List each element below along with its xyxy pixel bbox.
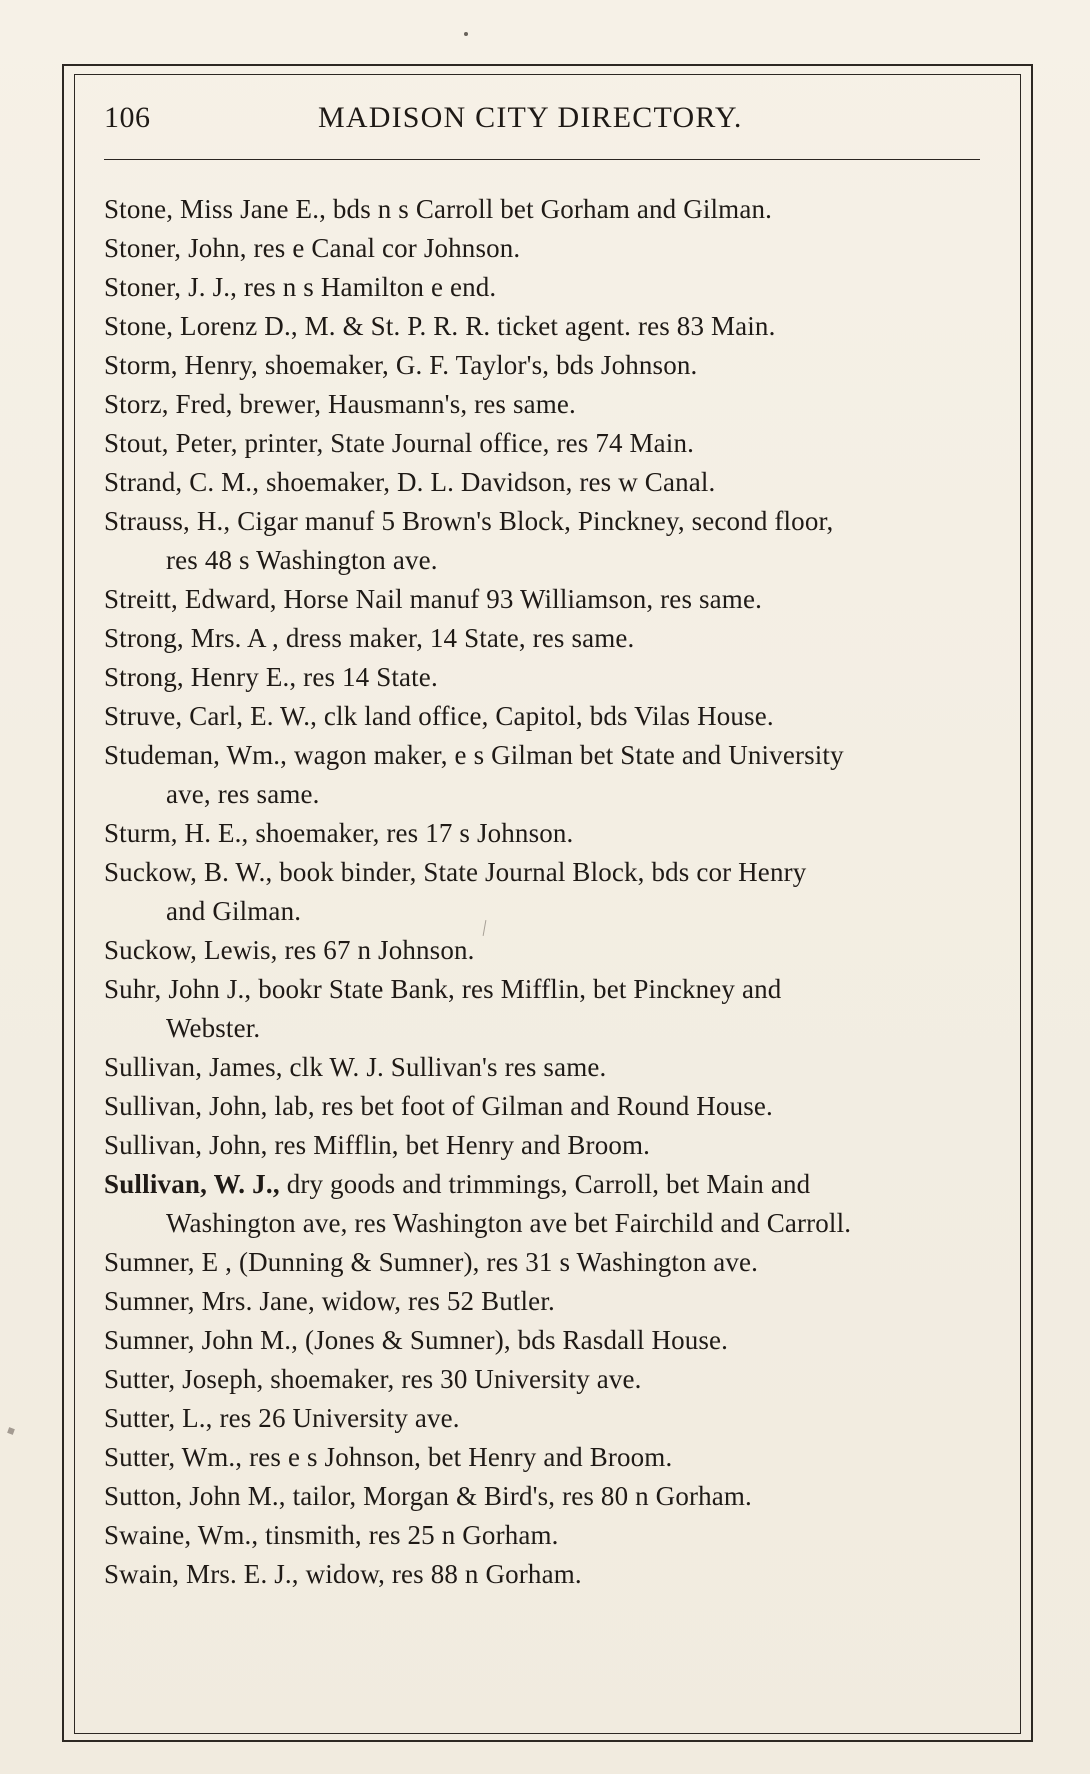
directory-entry: [104, 814, 984, 853]
entry-text: Sullivan, John, lab, res bet foot of Gilman and Round House.: [104, 1091, 773, 1121]
directory-entry: [104, 268, 984, 307]
running-title: MADISON CITY DIRECTORY.: [318, 101, 743, 134]
entry-text: Storz, Fred, brewer, Hausmann's, res same.: [104, 389, 576, 419]
entry-text: dry goods and trimmings, Carroll, bet Main and: [279, 1169, 811, 1199]
directory-entry: [104, 697, 984, 736]
directory-entry: [104, 853, 984, 931]
directory-entry: [104, 1399, 984, 1438]
entry-text: Sutter, L., res 26 University ave.: [104, 1403, 460, 1433]
directory-entries: [104, 190, 984, 1594]
entry-text: Sumner, John M., (Jones & Sumner), bds Rasdall House.: [104, 1325, 729, 1355]
print-mark: [464, 32, 468, 36]
entry-text: Stoner, John, res e Canal cor Johnson.: [104, 233, 521, 263]
entry-text: Storm, Henry, shoemaker, G. F. Taylor's, bds Johnson.: [104, 350, 698, 380]
page-mark: [7, 1427, 15, 1435]
page-header: [104, 97, 980, 149]
directory-entry: [104, 424, 984, 463]
entry-text: Swain, Mrs. E. J., widow, res 88 n Gorham.: [104, 1559, 582, 1589]
entry-text: Stone, Miss Jane E., bds n s Carroll bet Gorham and Gilman.: [104, 194, 773, 224]
entry-text: Stoner, J. J., res n s Hamilton e end.: [104, 272, 497, 302]
directory-entry: [104, 1438, 984, 1477]
entry-text: Sturm, H. E., shoemaker, res 17 s Johnson.: [104, 818, 574, 848]
entry-text: Sumner, Mrs. Jane, widow, res 52 Butler.: [104, 1286, 555, 1316]
entry-continuation: Washington ave, res Washington ave bet Fairchild and Carroll.: [166, 1208, 852, 1238]
directory-entry: [104, 190, 984, 229]
directory-entry: [104, 1516, 984, 1555]
entry-text: Strand, C. M., shoemaker, D. L. Davidson, res w Canal.: [104, 467, 716, 497]
directory-entry: [104, 1321, 984, 1360]
entry-text: Sumner, E , (Dunning & Sumner), res 31 s Washington ave.: [104, 1247, 759, 1277]
directory-entry: [104, 1555, 984, 1594]
directory-entry: [104, 970, 984, 1048]
directory-entry: [104, 1126, 984, 1165]
entry-text: Suhr, John J., bookr State Bank, res Mifflin, bet Pinckney and: [104, 974, 782, 1004]
directory-entry: [104, 1282, 984, 1321]
directory-entry: [104, 385, 984, 424]
directory-entry: [104, 1087, 984, 1126]
directory-entry: [104, 1048, 984, 1087]
entry-continuation: res 48 s Washington ave.: [166, 545, 438, 575]
directory-entry: [104, 502, 984, 580]
directory-entry: [104, 346, 984, 385]
directory-entry: [104, 229, 984, 268]
entry-text: Sutton, John M., tailor, Morgan & Bird's, res 80 n Gorham.: [104, 1481, 752, 1511]
entry-text: Suckow, Lewis, res 67 n Johnson.: [104, 935, 475, 965]
directory-entry: [104, 931, 984, 970]
entry-continuation: Webster.: [166, 1013, 261, 1043]
entry-text: Strong, Mrs. A , dress maker, 14 State, res same.: [104, 623, 635, 653]
directory-entry: [104, 307, 984, 346]
entry-text: Struve, Carl, E. W., clk land office, Capitol, bds Vilas House.: [104, 701, 774, 731]
directory-entry: [104, 1243, 984, 1282]
directory-entry: [104, 1360, 984, 1399]
directory-entry: [104, 1477, 984, 1516]
entry-bold-name: Sullivan, W. J.,: [104, 1169, 280, 1199]
entry-text: Stout, Peter, printer, State Journal office, res 74 Main.: [104, 428, 695, 458]
entry-text: Suckow, B. W., book binder, State Journal Block, bds cor Henry: [104, 857, 807, 887]
directory-entry: [104, 619, 984, 658]
entry-text: Sullivan, John, res Mifflin, bet Henry and Broom.: [104, 1130, 651, 1160]
directory-entry: [104, 1165, 984, 1243]
header-rule: [104, 159, 980, 160]
entry-text: Studeman, Wm., wagon maker, e s Gilman bet State and University: [104, 740, 844, 770]
directory-entry: [104, 463, 984, 502]
entry-text: Sutter, Wm., res e s Johnson, bet Henry and Broom.: [104, 1442, 673, 1472]
entry-text: Sutter, Joseph, shoemaker, res 30 University ave.: [104, 1364, 642, 1394]
entry-text: Swaine, Wm., tinsmith, res 25 n Gorham.: [104, 1520, 559, 1550]
page-number: 106: [104, 101, 151, 134]
directory-entry: [104, 658, 984, 697]
entry-continuation: and Gilman.: [166, 896, 302, 926]
entry-text: Stone, Lorenz D., M. & St. P. R. R. ticket agent. res 83 Main.: [104, 311, 776, 341]
entry-text: Streitt, Edward, Horse Nail manuf 93 Williamson, res same.: [104, 584, 762, 614]
entry-text: Strong, Henry E., res 14 State.: [104, 662, 438, 692]
directory-entry: [104, 736, 984, 814]
directory-entry: [104, 580, 984, 619]
entry-text: Sullivan, James, clk W. J. Sullivan's res same.: [104, 1052, 607, 1082]
entry-text: Strauss, H., Cigar manuf 5 Brown's Block, Pinckney, second floor,: [104, 506, 834, 536]
entry-continuation: ave, res same.: [166, 779, 320, 809]
